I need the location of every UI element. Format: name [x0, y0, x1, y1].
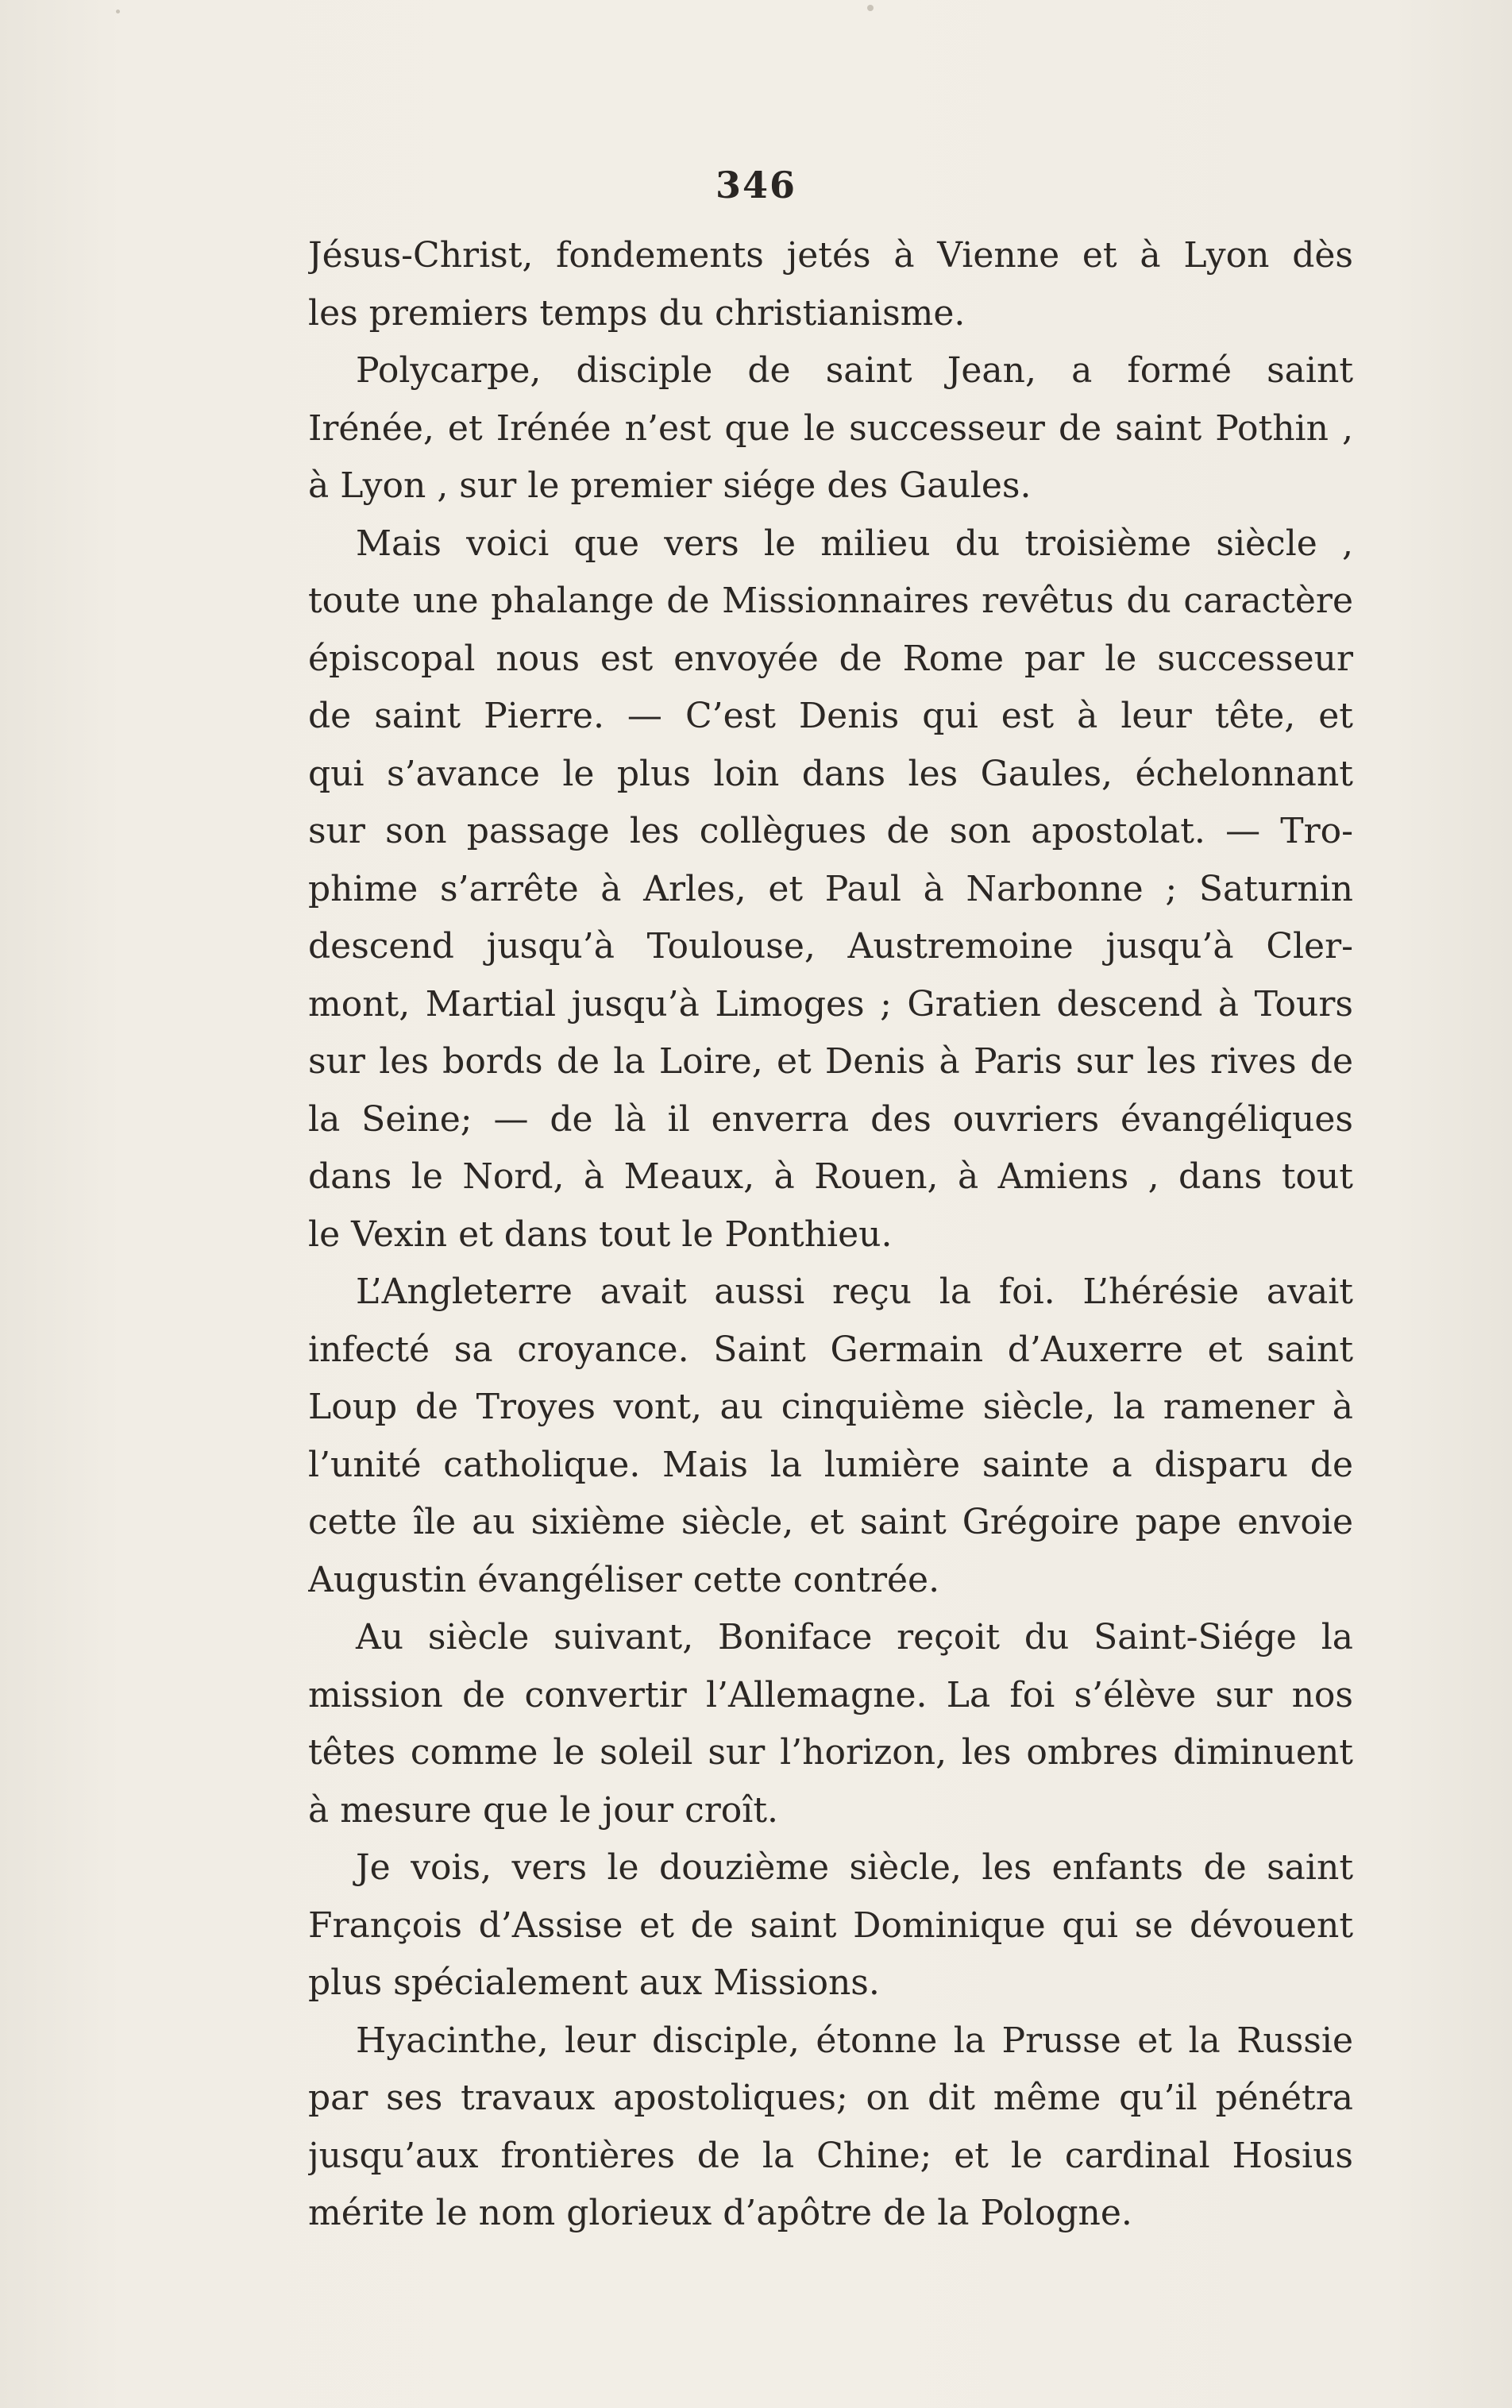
text-line: Mais voici que vers le milieu du troisième siècle ,	[356, 523, 1353, 564]
text-line: phime s’arrête à Arles, et Paul à Narbonne ; Saturnin	[308, 868, 1353, 909]
text-line: plus spécialement aux Missions.	[308, 1962, 880, 2003]
text-line: à Lyon , sur le premier siége des Gaules.	[308, 465, 1032, 506]
text-line: de saint Pierre. — C’est Denis qui est à leur tête, et	[308, 696, 1353, 736]
text-line: à mesure que le jour croît.	[308, 1789, 778, 1831]
text-line: les premiers temps du christianisme.	[308, 292, 966, 334]
text-line: Au siècle suivant, Boniface reçoit du Saint-Siége la	[356, 1617, 1353, 1657]
text-line: infecté sa croyance. Saint Germain d’Auxerre et saint	[308, 1329, 1353, 1370]
text-line: Jésus-Christ, fondements jetés à Vienne et à Lyon dès	[308, 235, 1353, 276]
text-line: têtes comme le soleil sur l’horizon, les ombres diminuent	[308, 1732, 1353, 1773]
text-line: jusqu’aux frontières de la Chine; et le cardinal Hosius	[308, 2135, 1353, 2176]
text-line: la Seine; — de là il enverra des ouvriers évangéliques	[308, 1098, 1353, 1140]
text-line: Loup de Troyes vont, au cinquième siècle, la ramener à	[308, 1387, 1353, 1427]
text-line: Irénée, et Irénée n’est que le successeur de saint Pothin ,	[308, 407, 1353, 449]
text-line: cette île au sixième siècle, et saint Grégoire pape envoie	[308, 1502, 1353, 1542]
text-line: L’Angleterre avait aussi reçu la foi. L’hérésie avait	[356, 1272, 1353, 1312]
text-line: descend jusqu’à Toulouse, Austremoine jusqu’à Cler-	[308, 926, 1353, 967]
text-line: Polycarpe, disciple de saint Jean, a formé saint	[356, 350, 1353, 391]
text-line: François d’Assise et de saint Dominique qui se dévouent	[308, 1904, 1353, 1946]
text-line: mont, Martial jusqu’à Limoges ; Gratien descend à Tours	[308, 983, 1353, 1025]
page-number: 346	[715, 164, 797, 206]
text-line: l’unité catholique. Mais la lumière sainte a disparu de	[308, 1444, 1353, 1485]
text-line: Hyacinthe, leur disciple, étonne la Prusse et la Russie	[356, 2020, 1353, 2061]
body-text	[308, 227, 1353, 2243]
text-line: sur son passage les collègues de son apostolat. — Tro-	[308, 811, 1353, 851]
text-line: qui s’avance le plus loin dans les Gaules, échelonnant	[308, 753, 1353, 794]
paper-speck	[867, 5, 874, 11]
text-line: par ses travaux apostoliques; on dit même qu’il pénétra	[308, 2078, 1353, 2118]
text-line: toute une phalange de Missionnaires revêtus du caractère	[308, 581, 1353, 621]
text-line: sur les bords de la Loire, et Denis à Paris sur les rives de	[308, 1041, 1353, 1082]
text-line: Je vois, vers le douzième siècle, les enfants de saint	[356, 1847, 1353, 1888]
text-line: dans le Nord, à Meaux, à Rouen, à Amiens , dans tout	[308, 1156, 1353, 1197]
text-line: Augustin évangéliser cette contrée.	[308, 1559, 940, 1600]
text-line: le Vexin et dans tout le Ponthieu.	[308, 1214, 893, 1255]
text-line: mission de convertir l’Allemagne. La foi s’élève sur nos	[308, 1674, 1353, 1715]
text-line: épiscopal nous est envoyée de Rome par le successeur	[308, 638, 1353, 679]
paper-speck	[116, 10, 120, 14]
text-line: mérite le nom glorieux d’apôtre de la Pologne.	[308, 2193, 1132, 2233]
